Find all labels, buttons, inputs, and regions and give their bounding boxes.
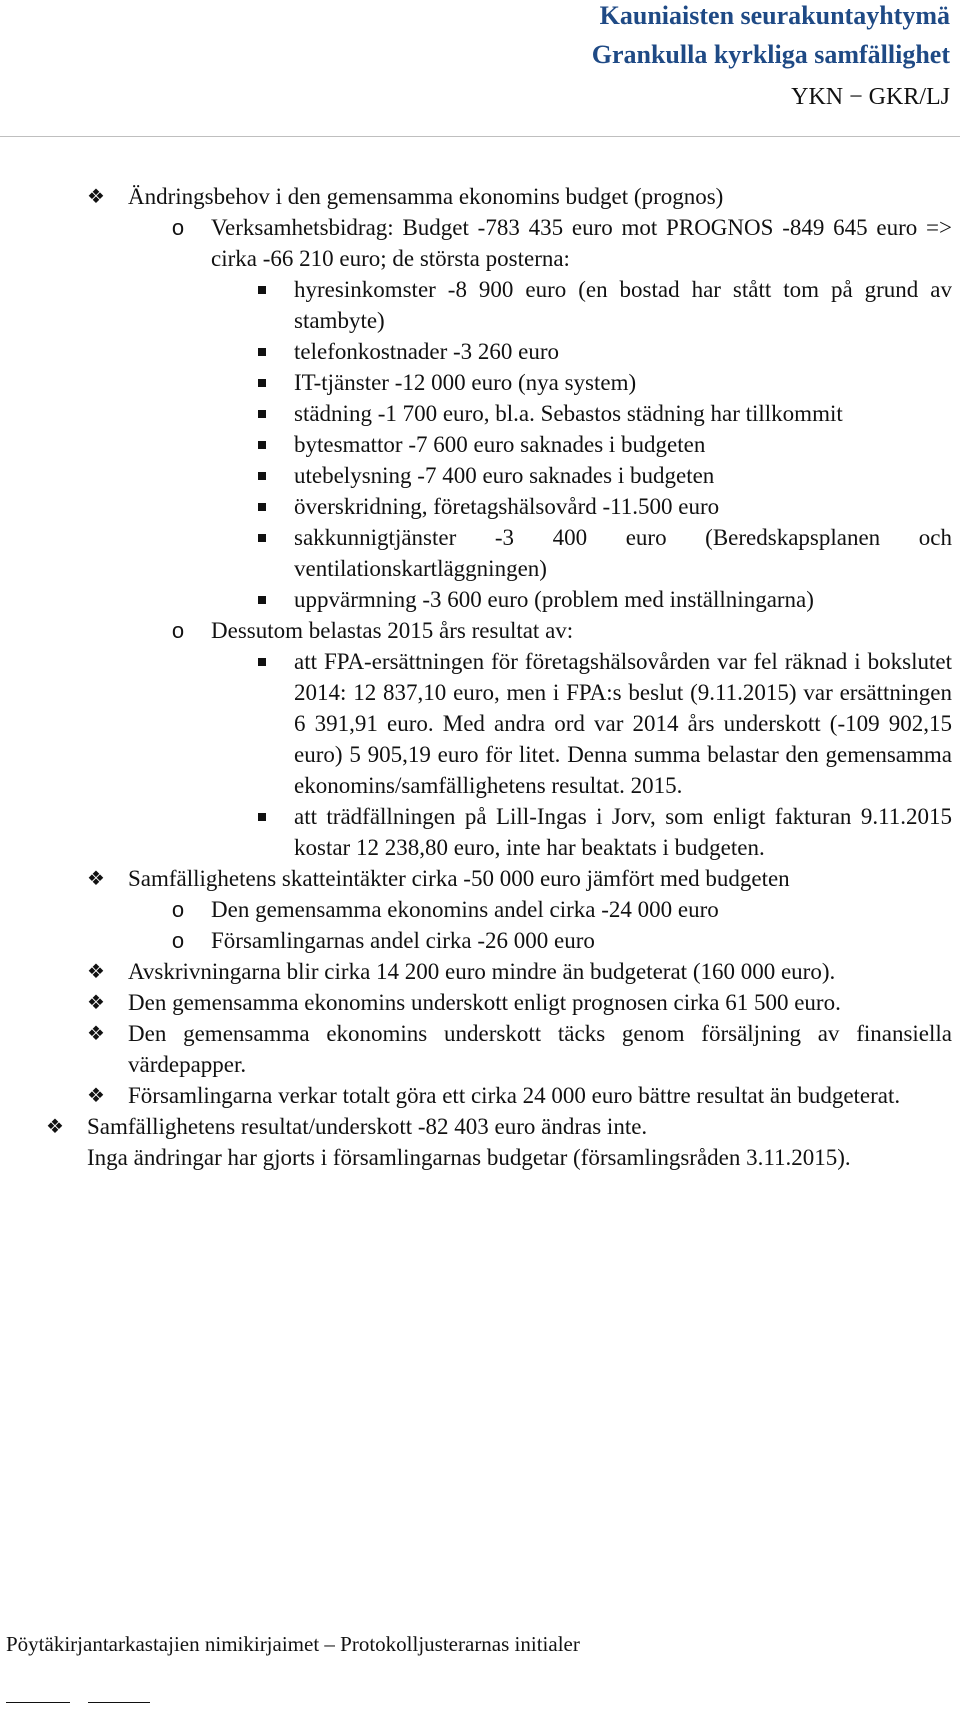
sub-sub-bullet-text: uppvärmning -3 600 euro (problem med inställningarna) <box>294 587 814 612</box>
document-header <box>330 0 950 110</box>
square-bullet-icon <box>248 584 276 615</box>
header-divider <box>0 136 960 137</box>
sub-sub-bullet-item <box>0 398 960 429</box>
diamond-bullet-icon: ❖ <box>87 1083 105 1107</box>
organization-name-swedish: Grankulla kyrkliga samfällighet <box>591 40 950 70</box>
sub-bullet-text: Den gemensamma ekonomins andel cirka -24 000 euro <box>211 897 719 922</box>
circle-bullet-icon: o <box>171 928 185 953</box>
diamond-bullet-icon: ❖ <box>87 184 105 208</box>
bullet-item <box>0 956 960 987</box>
bullet-text: Ändringsbehov i den gemensamma ekonomins budget (prognos) <box>128 184 724 209</box>
sub-bullet-text: Verksamhetsbidrag: Budget -783 435 euro mot PROGNOS -849 645 euro => cirka -66 210 euro; de största posterna: <box>211 215 952 271</box>
sub-sub-bullet-item <box>0 367 960 398</box>
sub-sub-bullet-item <box>0 522 960 584</box>
sub-sub-bullet-text: bytesmattor -7 600 euro saknades i budgeten <box>294 432 706 457</box>
sub-sub-bullet-item <box>0 584 960 615</box>
square-bullet-icon <box>248 398 276 429</box>
sub-sub-bullet-text: sakkunnigtjänster -3 400 euro (Beredskapsplanen och ventilationskartläggningen) <box>294 525 952 581</box>
bullet-item <box>0 863 960 894</box>
initials-line-2 <box>88 1702 150 1703</box>
square-bullet-icon <box>248 801 276 832</box>
sub-sub-bullet-text: städning -1 700 euro, bl.a. Sebastos städning har tillkommit <box>294 401 843 426</box>
circle-bullet-icon: o <box>171 618 185 643</box>
bullet-item <box>0 1018 960 1080</box>
sub-bullet-item <box>0 894 960 925</box>
bullet-text: Den gemensamma ekonomins underskott täcks genom försäljning av finansiella värdepapper. <box>128 1021 952 1077</box>
sub-sub-bullet-item <box>0 429 960 460</box>
diamond-bullet-icon: ❖ <box>87 959 105 983</box>
sub-sub-bullet-text: telefonkostnader -3 260 euro <box>294 339 560 364</box>
bullet-text: Församlingarna verkar totalt göra ett cirka 24 000 euro bättre resultat än budgeterat. <box>128 1083 901 1108</box>
sub-bullet-text: Dessutom belastas 2015 års resultat av: <box>211 618 574 643</box>
sub-sub-bullet-item <box>0 646 960 801</box>
diamond-bullet-icon: ❖ <box>46 1114 64 1138</box>
square-bullet-icon <box>248 429 276 460</box>
square-bullet-icon <box>248 522 276 553</box>
initials-line-1 <box>6 1702 70 1703</box>
sub-sub-bullet-text: att trädfällningen på Lill-Ingas i Jorv, som enligt fakturan 9.11.2015 kostar 12 238,80 euro, inte har beaktats i budgeten. <box>294 804 952 860</box>
sub-bullet-item <box>0 615 960 646</box>
sub-sub-bullet-text: hyresinkomster -8 900 euro (en bostad har stått tom på grund av stambyte) <box>294 277 952 333</box>
sub-sub-bullet-item <box>0 460 960 491</box>
sub-sub-bullet-item <box>0 801 960 863</box>
diamond-bullet-icon: ❖ <box>87 990 105 1014</box>
diamond-bullet-icon: ❖ <box>87 1021 105 1045</box>
organization-name-finnish: Kauniaisten seurakuntayhtymä <box>599 1 950 30</box>
sub-sub-bullet-text: IT-tjänster -12 000 euro (nya system) <box>294 370 637 395</box>
summary-text: Samfällighetens resultat/underskott -82 403 euro ändras inte. <box>87 1114 648 1139</box>
sub-bullet-item <box>0 212 960 274</box>
diamond-bullet-icon: ❖ <box>87 866 105 890</box>
sub-sub-bullet-text: att FPA-ersättningen för företagshälsovården var fel räknad i bokslutet 2014: 12 837,10 euro, men i FPA:s beslut (9.11.2015) var ersättningen 6 391,91 euro. Med andra ord var 2014 års underskott (-109 902,15 euro) 5 905,19 euro för litet. Denna summa belastar den gemensamma ekonomins/samfällighetens resultat. 2015. <box>294 649 952 798</box>
circle-bullet-icon: o <box>171 897 185 922</box>
sub-sub-bullet-text: utebelysning -7 400 euro saknades i budgeten <box>294 463 715 488</box>
bullet-item <box>0 1080 960 1111</box>
document-body <box>0 181 960 1173</box>
summary-note: Inga ändringar har gjorts i församlingarnas budgetar (församlingsråden 3.11.2015). <box>87 1145 851 1170</box>
summary-bullet-item <box>0 1111 960 1142</box>
sub-bullet-text: Församlingarnas andel cirka -26 000 euro <box>211 928 595 953</box>
sub-sub-bullet-item <box>0 491 960 522</box>
initials-label: Pöytäkirjantarkastajien nimikirjaimet – Protokolljusterarnas initialer <box>6 1632 580 1656</box>
sub-sub-bullet-text: överskridning, företagshälsovård -11.500 euro <box>294 494 720 519</box>
document-reference: YKN − GKR/LJ <box>791 83 950 110</box>
square-bullet-icon <box>248 460 276 491</box>
sub-sub-bullet-item <box>0 274 960 336</box>
square-bullet-icon <box>248 491 276 522</box>
bullet-text: Samfällighetens skatteintäkter cirka -50 000 euro jämfört med budgeten <box>128 866 790 891</box>
square-bullet-icon <box>248 336 276 367</box>
bullet-item <box>0 987 960 1018</box>
sub-sub-bullet-item <box>0 336 960 367</box>
square-bullet-icon <box>248 274 276 305</box>
circle-bullet-icon: o <box>171 215 185 240</box>
square-bullet-icon <box>248 646 276 677</box>
sub-bullet-item <box>0 925 960 956</box>
bullet-text: Avskrivningarna blir cirka 14 200 euro mindre än budgeterat (160 000 euro). <box>128 959 836 984</box>
square-bullet-icon <box>248 367 276 398</box>
bullet-text: Den gemensamma ekonomins underskott enligt prognosen cirka 61 500 euro. <box>128 990 841 1015</box>
bullet-item <box>0 181 960 212</box>
